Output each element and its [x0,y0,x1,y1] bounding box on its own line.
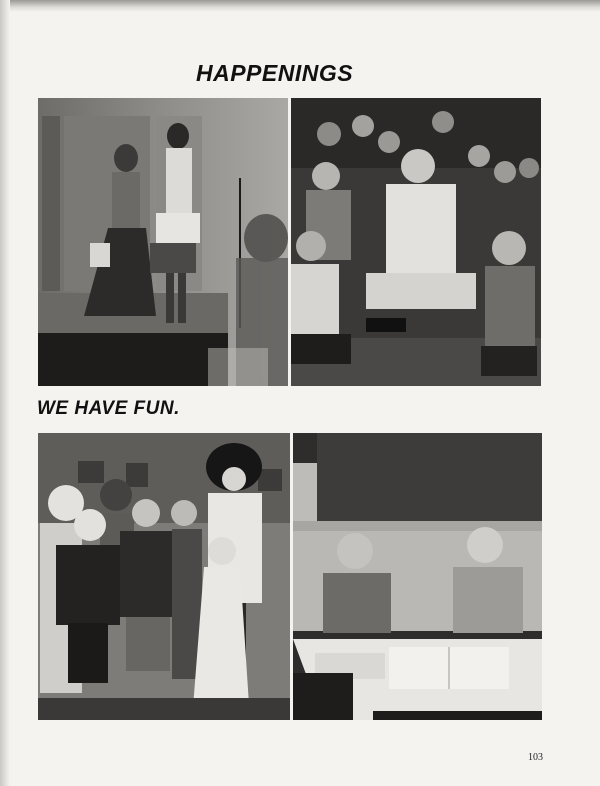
page-top-shadow [0,0,600,12]
desk-students-photo [293,433,542,720]
classroom-group-photo [291,98,541,386]
page-number: 103 [528,752,543,763]
page-heading-happenings: HAPPENINGS [196,60,354,86]
page-heading-we-have-fun: WE HAVE FUN. [37,398,180,419]
costume-group-photo [38,433,290,720]
stage-costume-photo [38,98,288,386]
page-binding-shadow [0,0,10,786]
